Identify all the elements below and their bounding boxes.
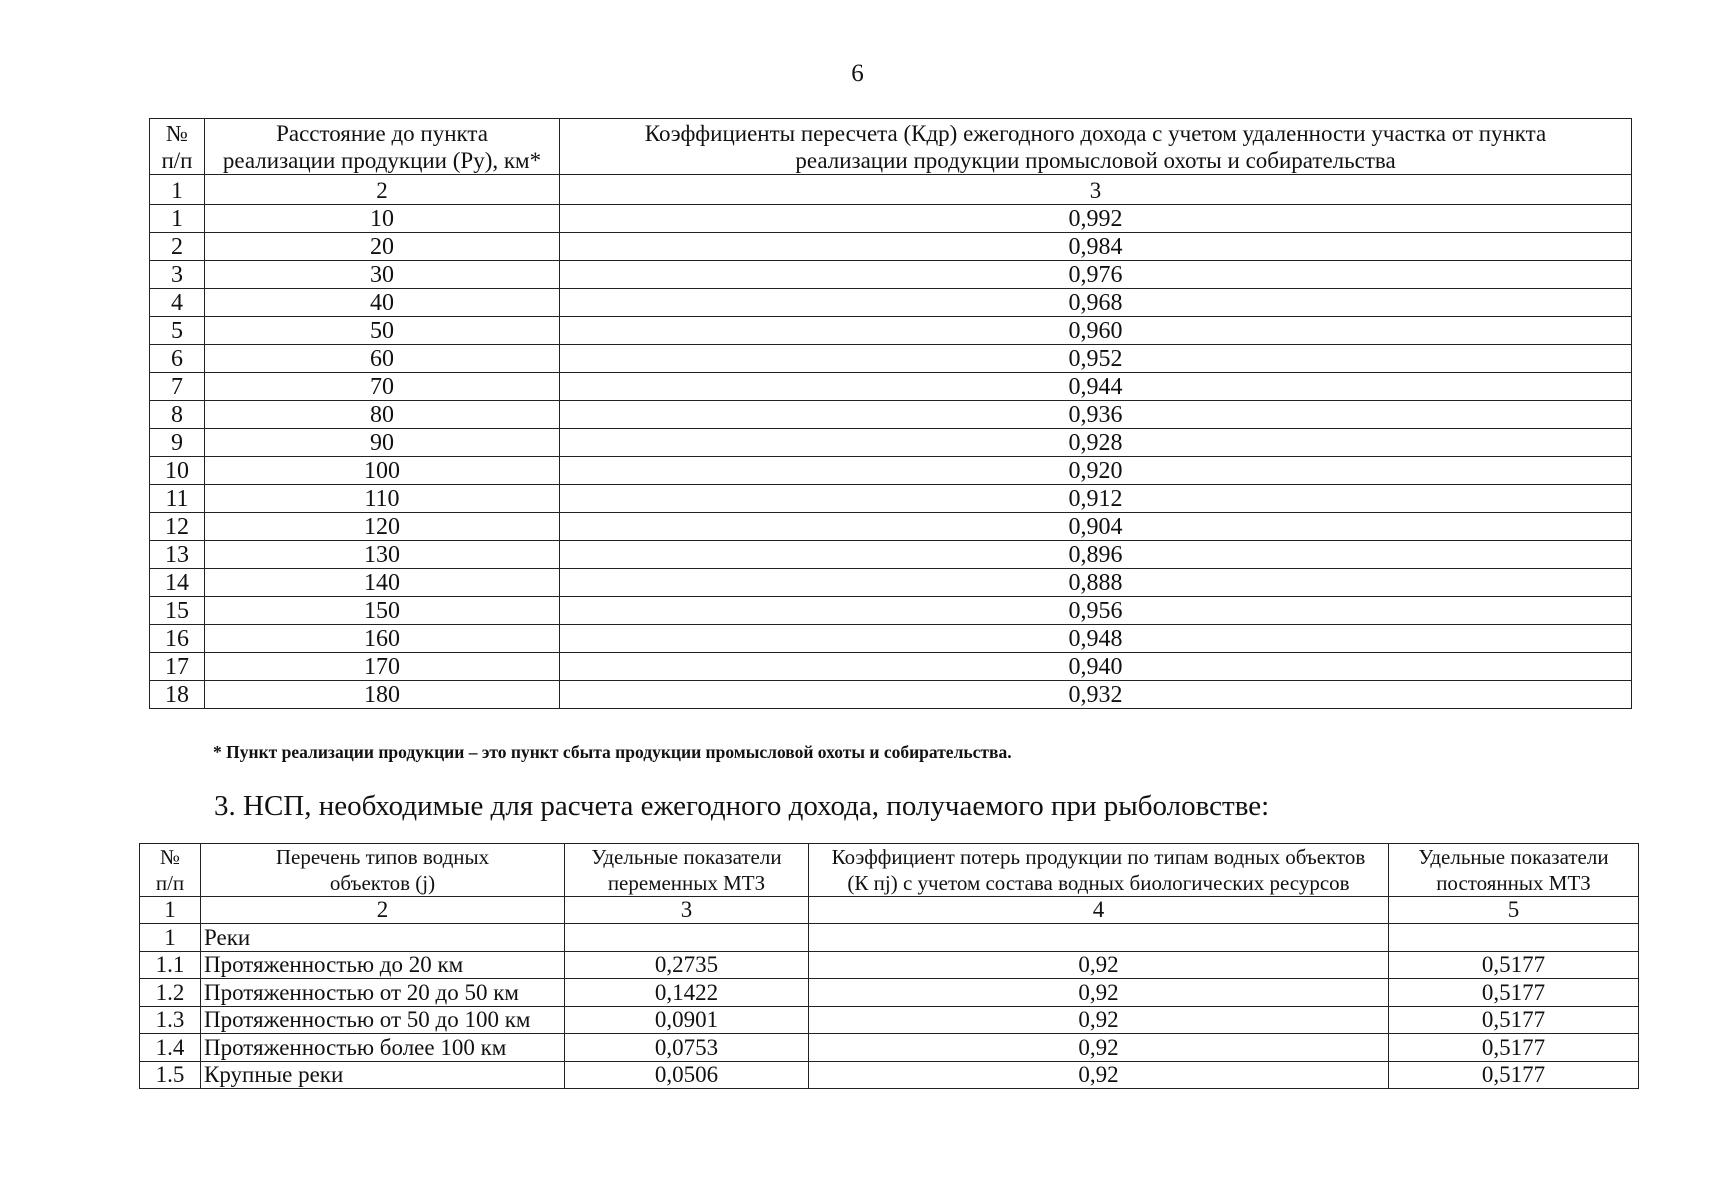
table-row [140,979,1639,1007]
table-cell: 0,952 [560,345,1632,373]
table-cell: 11 [150,485,205,513]
section-title: 3. НСП, необходимые для расчета ежегодного дохода, получаемого при рыболовстве: [214,790,1270,822]
table-header-row [140,844,1639,897]
header-text-line: (К пj) с учетом состава водных биологических ресурсов [847,871,1350,895]
table-row [150,373,1632,401]
table-row [150,345,1632,373]
table-cell: 150 [205,597,560,625]
table-cell: 0,960 [560,317,1632,345]
page-number: 6 [851,60,864,87]
table-row [150,429,1632,457]
table-cell: 5 [150,317,205,345]
table-cell: 0,0506 [565,1061,809,1089]
header-text-line: № [166,121,188,146]
table-cell: 0,912 [560,485,1632,513]
table-cell: 16 [150,625,205,653]
header-text-line: п/п [155,871,185,895]
table-cell: 4 [150,289,205,317]
table-cell: 8 [150,401,205,429]
column-number-cell: 3 [560,175,1632,205]
table-row [150,457,1632,485]
table-row [150,513,1632,541]
table-cell: 0,932 [560,681,1632,709]
table-cell: 10 [205,205,560,233]
table-cell: 0,5177 [1389,979,1639,1007]
table-cell: 0,968 [560,289,1632,317]
table-cell: 0,92 [809,979,1389,1007]
header-cell [560,119,1632,175]
table-row [140,951,1639,979]
table-cell: 10 [150,457,205,485]
header-cell [140,844,201,897]
table-cell: 1.2 [140,979,201,1007]
header-text-line: Коэффициент потерь продукции по типам водных объектов [831,845,1366,869]
header-text-line: Коэффициенты пересчета (Кдр) ежегодного дохода с учетом удаленности участка от пункта [644,121,1547,146]
table-cell: 0,992 [560,205,1632,233]
table-cell: 0,936 [560,401,1632,429]
table-cell: 0,904 [560,513,1632,541]
table-cell: Реки [201,924,565,952]
table-cell: Протяженностью до 20 км [201,951,565,979]
table-row [150,681,1632,709]
header-text-line: постоянных МТЗ [1436,871,1591,895]
column-number-row [150,175,1632,205]
table-cell: 130 [205,541,560,569]
header-cell [205,119,560,175]
header-text-line: переменных МТЗ [607,871,766,895]
table-cell: 60 [205,345,560,373]
header-text-line: реализации продукции промысловой охоты и собирательства [795,148,1396,173]
table-row [150,625,1632,653]
table-cell: 110 [205,485,560,513]
table-cell: 13 [150,541,205,569]
header-cell [565,844,809,897]
table-cell: 120 [205,513,560,541]
table-cell: 6 [150,345,205,373]
table-row [140,1061,1639,1089]
table-cell: Крупные реки [201,1061,565,1089]
table-row [150,261,1632,289]
header-text-line: п/п [161,148,193,173]
table-cell: 1.3 [140,1006,201,1034]
table-cell: 17 [150,653,205,681]
column-number-cell: 5 [1389,897,1639,924]
table-cell: 0,888 [560,569,1632,597]
fishing-nsp-table [139,843,1639,1089]
table-cell [1389,924,1639,952]
column-number-cell: 1 [140,897,201,924]
table-cell: 0,0901 [565,1006,809,1034]
column-number-cell: 2 [205,175,560,205]
table-cell: 180 [205,681,560,709]
table-cell: 0,92 [809,1061,1389,1089]
table-cell: 70 [205,373,560,401]
table-row [140,1034,1639,1062]
table-cell: 160 [205,625,560,653]
header-cell [150,119,205,175]
table-cell: 0,5177 [1389,1061,1639,1089]
table-cell: 80 [205,401,560,429]
table-row [140,924,1639,952]
column-number-cell: 2 [201,897,565,924]
table-cell: 90 [205,429,560,457]
table-cell: 0,92 [809,951,1389,979]
table-cell: 2 [150,233,205,261]
table-cell: 170 [205,653,560,681]
table-cell: 140 [205,569,560,597]
table-cell: 0,896 [560,541,1632,569]
table-cell: 1 [150,205,205,233]
table-cell: 1 [140,924,201,952]
header-cell [809,844,1389,897]
distance-coefficient-table [149,118,1632,709]
table-cell: 1.5 [140,1061,201,1089]
table-cell: 20 [205,233,560,261]
header-cell [1389,844,1639,897]
table-cell: 14 [150,569,205,597]
table-cell: 0,5177 [1389,1034,1639,1062]
table-row [150,541,1632,569]
table-row [150,485,1632,513]
table-cell [565,924,809,952]
header-text-line: Расстояние до пункта [276,121,488,146]
header-cell [201,844,565,897]
table-cell: 9 [150,429,205,457]
table-row [150,205,1632,233]
header-text-line: Удельные показатели [1418,845,1609,869]
column-number-cell: 3 [565,897,809,924]
table-cell: 0,940 [560,653,1632,681]
table-cell: 18 [150,681,205,709]
table-cell [809,924,1389,952]
header-text-line: Удельные показатели [591,845,782,869]
table-cell: 12 [150,513,205,541]
table-cell: 50 [205,317,560,345]
table-row [150,569,1632,597]
column-number-cell: 1 [150,175,205,205]
header-text-line: реализации продукции (Ру), км* [222,148,542,173]
footnote: * Пункт реализации продукции – это пункт сбыта продукции промысловой охоты и собирательства. [213,742,1012,762]
table-row [150,653,1632,681]
header-text-line: Перечень типов водных [275,845,490,869]
table-cell: 0,948 [560,625,1632,653]
table-cell: 0,976 [560,261,1632,289]
table-cell: Протяженностью от 50 до 100 км [201,1006,565,1034]
table-cell: 15 [150,597,205,625]
table-cell: 0,92 [809,1006,1389,1034]
table-row [150,233,1632,261]
table-cell: 1.1 [140,951,201,979]
table-cell: 0,0753 [565,1034,809,1062]
table-cell: 100 [205,457,560,485]
table-row [150,317,1632,345]
table-row [150,597,1632,625]
table-cell: 0,5177 [1389,1006,1639,1034]
table-cell: 0,984 [560,233,1632,261]
table-cell: 0,2735 [565,951,809,979]
table-cell: 0,5177 [1389,951,1639,979]
table-row [150,289,1632,317]
header-text-line: объектов (j) [329,871,436,895]
table-cell: 40 [205,289,560,317]
column-number-row [140,897,1639,924]
table-cell: 0,1422 [565,979,809,1007]
table-row [140,1006,1639,1034]
table-cell: Протяженностью от 20 до 50 км [201,979,565,1007]
table-cell: 3 [150,261,205,289]
table-cell: Протяженностью более 100 км [201,1034,565,1062]
column-number-cell: 4 [809,897,1389,924]
table-header-row [150,119,1632,175]
table-row [150,401,1632,429]
table-cell: 7 [150,373,205,401]
table-cell: 30 [205,261,560,289]
table-cell: 0,956 [560,597,1632,625]
table-cell: 1.4 [140,1034,201,1062]
table-cell: 0,920 [560,457,1632,485]
header-text-line: № [159,845,181,869]
table-cell: 0,928 [560,429,1632,457]
table-cell: 0,944 [560,373,1632,401]
table-cell: 0,92 [809,1034,1389,1062]
